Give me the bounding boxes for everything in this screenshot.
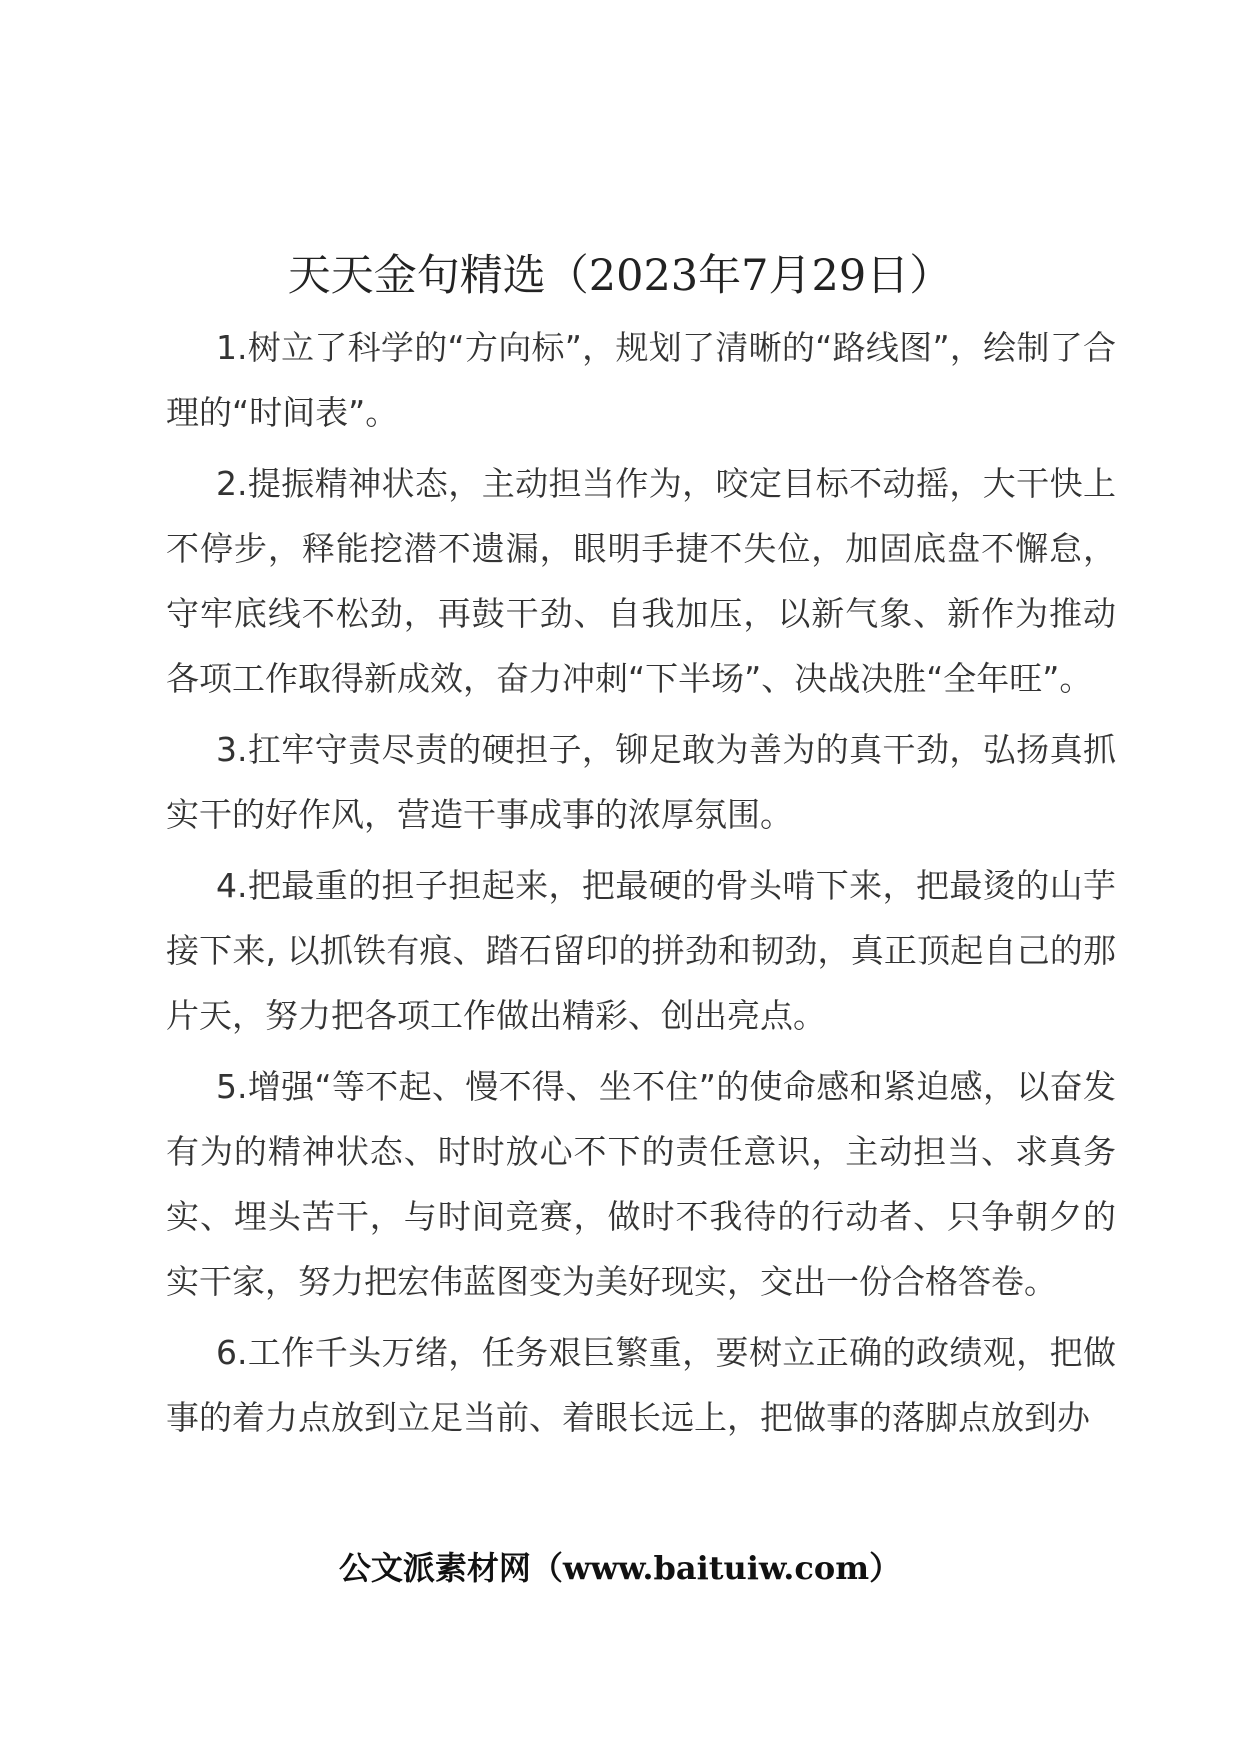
- paragraph-4: 4.把最重的担子担起来，把最硬的骨头啃下来，把最烫的山芋接下来, 以抓铁有痕、踏石留印的拼劲和韧劲，真正顶起自己的那片天，努力把各项工作做出精彩、创出亮点。: [166, 866, 1116, 1035]
- paragraph-3: 3.扛牢守责尽责的硬担子，铆足敢为善为的真干劲，弘扬真抓实干的好作风，营造干事成事的浓厚氛围。: [166, 730, 1116, 834]
- paragraph-2: 2.提振精神状态，主动担当作为，咬定目标不动摇，大干快上不停步，释能挖潜不遗漏，眼明手捷不失位，加固底盘不懈怠，守牢底线不松劲，再鼓干劲、自我加压，以新气象、新作为推动各项工作取得新成效，奋力冲刺“下半场”、决战决胜“全年旺”。: [166, 464, 1116, 698]
- paragraph-6: 6.工作千头万绪，任务艰巨繁重，要树立正确的政绩观，把做事的着力点放到立足当前、着眼长远上，把做事的落脚点放到办: [166, 1333, 1116, 1437]
- footer-source: 公文派素材网（www.baituiw.com）: [338, 1549, 902, 1587]
- document-title: 天天金句精选（2023年7月29日）: [287, 251, 953, 301]
- document-body: [166, 315, 1116, 1456]
- paragraph-1: 1.树立了科学的“方向标”，规划了清晰的“路线图”，绘制了合理的“时间表”。: [166, 328, 1116, 432]
- paragraph-5: 5.增强“等不起、慢不得、坐不住”的使命感和紧迫感，以奋发有为的精神状态、时时放心不下的责任意识，主动担当、求真务实、埋头苦干，与时间竞赛，做时不我待的行动者、只争朝夕的实干家，努力把宏伟蓝图变为美好现实，交出一份合格答卷。: [166, 1067, 1116, 1301]
